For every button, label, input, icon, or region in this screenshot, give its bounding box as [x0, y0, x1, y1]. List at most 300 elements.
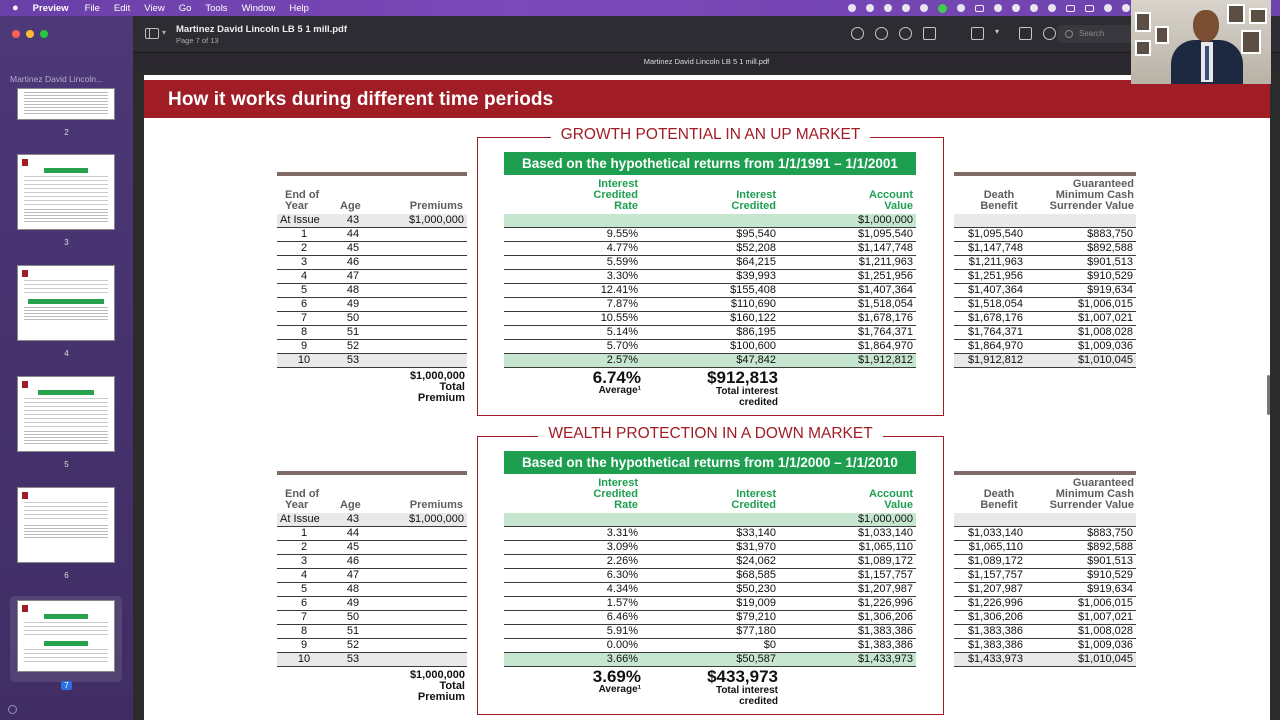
cell-death-benefit: $1,207,987: [954, 583, 1026, 597]
thumbnail-number: 3: [64, 238, 69, 247]
minimize-window-icon[interactable]: [26, 30, 34, 38]
cell-premium: [375, 298, 467, 312]
table-row: [504, 298, 916, 312]
header-end-of-year: End of Year: [285, 189, 320, 212]
cell-rate: [504, 513, 641, 527]
cell-gmcsv: $901,513: [1026, 555, 1136, 569]
table-row: [277, 326, 467, 340]
thumbnail-number: 2: [64, 128, 69, 137]
cell-account-value: $1,147,748: [779, 242, 916, 256]
cell-premium: $1,000,000: [375, 513, 467, 527]
divider-bar: [277, 172, 467, 176]
apple-menu-icon[interactable]: ●: [12, 2, 19, 14]
spacer: [947, 27, 960, 40]
cell-account-value: $1,383,386: [779, 639, 916, 653]
cell-year: 4: [277, 569, 331, 583]
cell-death-benefit: $1,864,970: [954, 340, 1026, 354]
cell-account-value: $1,764,371: [779, 326, 916, 340]
cell-year: 7: [277, 312, 331, 326]
cell-age: 48: [331, 284, 375, 298]
cell-premium: [375, 569, 467, 583]
cell-age: 44: [331, 527, 375, 541]
cell-death-benefit: [954, 513, 1026, 527]
cell-death-benefit: $1,089,172: [954, 555, 1026, 569]
header-interest-rate: Interest Credited Rate: [593, 178, 638, 212]
status-messages-icon[interactable]: [938, 4, 947, 13]
cell-account-value: $1,383,386: [779, 625, 916, 639]
page-title: How it works during different time periods: [168, 89, 554, 110]
cell-premium: [375, 653, 467, 667]
cell-death-benefit: [954, 214, 1026, 228]
section-up-market: [144, 126, 1270, 421]
pdf-page: [144, 75, 1270, 720]
cell-gmcsv: $910,529: [1026, 270, 1136, 284]
status-play-icon[interactable]: [957, 4, 965, 12]
document-header-strip: Martinez David Lincoln LB 5 1 mill.pdf: [133, 53, 1280, 70]
cell-age: 46: [331, 555, 375, 569]
cell-rate: 7.87%: [504, 298, 641, 312]
cell-age: 46: [331, 256, 375, 270]
table-row: [954, 298, 1136, 312]
table-row: [277, 513, 467, 527]
cell-rate: 3.09%: [504, 541, 641, 555]
cell-rate: 1.57%: [504, 597, 641, 611]
cell-age: 53: [331, 354, 375, 368]
section-title: WEALTH PROTECTION IN A DOWN MARKET: [477, 425, 944, 443]
toolbar-icons: [851, 27, 1056, 40]
table-row: [277, 298, 467, 312]
thumbnail-number: 6: [64, 571, 69, 580]
cell-death-benefit: $1,433,973: [954, 653, 1026, 667]
annotate-icon[interactable]: [1043, 27, 1056, 40]
cell-premium: [375, 354, 467, 368]
menu-app-name[interactable]: Preview: [32, 2, 69, 14]
cell-age: 49: [331, 298, 375, 312]
divider-bar: [954, 471, 1136, 475]
cell-gmcsv: $1,006,015: [1026, 298, 1136, 312]
cell-premium: [375, 270, 467, 284]
page-header-bar: [144, 80, 1270, 118]
divider-bar: [954, 172, 1136, 176]
status-circle-icon[interactable]: [1048, 4, 1056, 12]
cell-gmcsv: $883,750: [1026, 228, 1136, 242]
cell-age: 53: [331, 653, 375, 667]
cell-credited: $31,970: [641, 541, 779, 555]
cell-gmcsv: $901,513: [1026, 256, 1136, 270]
cell-death-benefit: $1,678,176: [954, 312, 1026, 326]
table-row: [954, 541, 1136, 555]
cell-year: 6: [277, 298, 331, 312]
cell-rate: 0.00%: [504, 639, 641, 653]
thumbnail-number-selected: 7: [0, 681, 133, 690]
sidebar-toggle-icon[interactable]: [145, 28, 159, 39]
cell-premium: [375, 527, 467, 541]
cell-rate: 5.91%: [504, 625, 641, 639]
chevron-down-icon[interactable]: ▾: [162, 28, 167, 37]
table-row: [504, 513, 916, 527]
menu-help[interactable]: Help: [289, 2, 309, 14]
table-row: [277, 256, 467, 270]
table-row: [504, 228, 916, 242]
table-row: [277, 354, 467, 368]
document-view[interactable]: [133, 70, 1280, 720]
average-rate: 6.74% Average¹: [592, 368, 641, 396]
cell-rate: 5.14%: [504, 326, 641, 340]
header-interest-credited: Interest Credited: [731, 189, 776, 212]
cell-age: 47: [331, 270, 375, 284]
cell-rate: 6.30%: [504, 569, 641, 583]
status-gear-icon[interactable]: [866, 4, 874, 12]
header-premiums: Premiums: [409, 499, 463, 511]
menu-file[interactable]: File: [84, 2, 100, 14]
menu-view[interactable]: View: [144, 2, 165, 14]
thumbnail-page-3[interactable]: [17, 154, 115, 230]
cell-year: 6: [277, 597, 331, 611]
menu-edit[interactable]: Edit: [113, 2, 131, 14]
document-title: Martinez David Lincoln LB 5 1 mill.pdf: [176, 24, 348, 35]
cell-gmcsv: $919,634: [1026, 284, 1136, 298]
cell-premium: [375, 541, 467, 555]
table-row: [954, 583, 1136, 597]
info-icon[interactable]: [851, 27, 864, 40]
table-row: [504, 270, 916, 284]
thumbnail-sidebar: [0, 16, 133, 720]
total-premium: $1,000,000 Total Premium: [409, 669, 465, 703]
cell-rate: 9.55%: [504, 228, 641, 242]
cell-age: 44: [331, 228, 375, 242]
cell-age: 43: [331, 513, 375, 527]
table-row: [504, 555, 916, 569]
cell-gmcsv: $892,588: [1026, 541, 1136, 555]
cell-credited: $52,208: [641, 242, 779, 256]
cell-year: 3: [277, 256, 331, 270]
cell-credited: $155,408: [641, 284, 779, 298]
table-row: [277, 284, 467, 298]
table-row: [277, 527, 467, 541]
menu-go[interactable]: Go: [178, 2, 192, 14]
cell-gmcsv: $1,008,028: [1026, 625, 1136, 639]
header-gmcsv: Guaranteed Minimum Cash Surrender Value: [1049, 477, 1134, 511]
cell-year: 8: [277, 625, 331, 639]
table-row: [954, 611, 1136, 625]
table-row: [504, 625, 916, 639]
table-row: [954, 270, 1136, 284]
table-row: [504, 256, 916, 270]
fullscreen-window-icon[interactable]: [40, 30, 48, 38]
cell-rate: 5.70%: [504, 340, 641, 354]
cell-death-benefit: $1,226,996: [954, 597, 1026, 611]
table-row: [277, 541, 467, 555]
cell-death-benefit: $1,306,206: [954, 611, 1026, 625]
table-row: [954, 639, 1136, 653]
cell-death-benefit: $1,157,757: [954, 569, 1026, 583]
cell-rate: [504, 214, 641, 228]
spotlight-search-icon[interactable]: [1122, 4, 1130, 12]
cell-premium: [375, 242, 467, 256]
cell-gmcsv: [1026, 214, 1136, 228]
close-window-icon[interactable]: [12, 30, 20, 38]
cell-account-value: $1,251,956: [779, 270, 916, 284]
chevron-down-icon[interactable]: ▾: [995, 27, 1000, 36]
cell-gmcsv: $919,634: [1026, 583, 1136, 597]
table-row: [277, 555, 467, 569]
table-row: [504, 214, 916, 228]
cell-account-value: $1,518,054: [779, 298, 916, 312]
cell-year: 8: [277, 326, 331, 340]
table-row: [504, 354, 916, 368]
cell-account-value: $1,912,812: [779, 354, 916, 368]
table-row: [954, 284, 1136, 298]
table-row: [277, 611, 467, 625]
cell-premium: [375, 625, 467, 639]
table-row: [277, 214, 467, 228]
bluetooth-icon[interactable]: [1012, 4, 1020, 12]
status-link-icon[interactable]: [920, 4, 928, 12]
cell-credited: $68,585: [641, 569, 779, 583]
table-row: [954, 228, 1136, 242]
table-row: [504, 284, 916, 298]
status-cloud-icon[interactable]: [884, 4, 892, 12]
cell-year: 10: [277, 354, 331, 368]
returns-banner: Based on the hypothetical returns from 1/1/1991 – 1/1/2001: [504, 152, 916, 175]
cell-credited: $79,210: [641, 611, 779, 625]
cell-death-benefit: $1,407,364: [954, 284, 1026, 298]
cell-rate: 2.26%: [504, 555, 641, 569]
cell-premium: [375, 312, 467, 326]
cell-age: 52: [331, 639, 375, 653]
thumbnail-page-5[interactable]: [17, 376, 115, 452]
search-input[interactable]: Search: [1057, 25, 1147, 43]
cell-age: 49: [331, 597, 375, 611]
header-interest-rate: Interest Credited Rate: [593, 477, 638, 511]
header-death-benefit: Death Benefit: [980, 488, 1018, 511]
zoom-in-icon[interactable]: [899, 27, 912, 40]
cell-gmcsv: $883,750: [1026, 527, 1136, 541]
cell-premium: [375, 555, 467, 569]
sidebar-doc-title: Martinez David Lincoln...: [10, 74, 104, 84]
section-title: GROWTH POTENTIAL IN AN UP MARKET: [477, 126, 944, 144]
table-row: [504, 242, 916, 256]
cell-death-benefit: $1,033,140: [954, 527, 1026, 541]
table-row: [954, 214, 1136, 228]
cell-rate: 12.41%: [504, 284, 641, 298]
status-airplay-icon[interactable]: [994, 4, 1002, 12]
table-interest-account: [504, 214, 916, 368]
cell-gmcsv: $910,529: [1026, 569, 1136, 583]
total-interest-credited: $912,813 Total interest credited: [707, 368, 778, 408]
table-row: [504, 611, 916, 625]
table-death-benefit-gmcsv: [954, 513, 1136, 667]
cell-rate: 10.55%: [504, 312, 641, 326]
cell-death-benefit: $1,251,956: [954, 270, 1026, 284]
menu-window[interactable]: Window: [241, 2, 276, 14]
cell-year: 1: [277, 228, 331, 242]
cell-age: 48: [331, 583, 375, 597]
cell-account-value: $1,095,540: [779, 228, 916, 242]
table-row: [504, 326, 916, 340]
thumbnail-page-2[interactable]: [17, 88, 115, 120]
status-extension-icon[interactable]: [848, 4, 856, 12]
table-row: [277, 569, 467, 583]
status-screen-icon[interactable]: [975, 5, 984, 12]
cell-rate: 4.77%: [504, 242, 641, 256]
thumbnail-number: 4: [64, 349, 69, 358]
cell-age: 50: [331, 611, 375, 625]
table-row: [504, 597, 916, 611]
thumbnail-page-4[interactable]: [17, 265, 115, 341]
cell-year: 1: [277, 527, 331, 541]
table-row: [954, 625, 1136, 639]
cell-credited: $47,842: [641, 354, 779, 368]
total-premium: $1,000,000 Total Premium: [409, 370, 465, 404]
cell-year: 5: [277, 583, 331, 597]
table-year-age-premium: [277, 513, 467, 667]
cell-premium: [375, 639, 467, 653]
cell-death-benefit: $1,147,748: [954, 242, 1026, 256]
cell-credited: $19,009: [641, 597, 779, 611]
cell-credited: $160,122: [641, 312, 779, 326]
cell-death-benefit: $1,383,386: [954, 639, 1026, 653]
cell-premium: [375, 583, 467, 597]
zoom-out-icon[interactable]: [875, 27, 888, 40]
table-row: [504, 639, 916, 653]
table-row: [504, 541, 916, 555]
cell-rate: 3.31%: [504, 527, 641, 541]
cell-gmcsv: $1,010,045: [1026, 653, 1136, 667]
cell-year: 10: [277, 653, 331, 667]
status-keyboard-icon[interactable]: [1066, 5, 1075, 12]
cell-death-benefit: $1,095,540: [954, 228, 1026, 242]
cell-death-benefit: $1,518,054: [954, 298, 1026, 312]
cell-account-value: $1,157,757: [779, 569, 916, 583]
cell-account-value: $1,000,000: [779, 214, 916, 228]
scrollbar[interactable]: [1267, 375, 1270, 415]
wifi-icon[interactable]: [1104, 4, 1112, 12]
cell-account-value: $1,211,963: [779, 256, 916, 270]
cell-year: 9: [277, 340, 331, 354]
cell-credited: $64,215: [641, 256, 779, 270]
table-row: [954, 256, 1136, 270]
cell-account-value: $1,207,987: [779, 583, 916, 597]
cell-rate: 3.66%: [504, 653, 641, 667]
cell-rate: 6.46%: [504, 611, 641, 625]
table-row: [277, 270, 467, 284]
cell-account-value: $1,033,140: [779, 527, 916, 541]
cell-credited: $0: [641, 639, 779, 653]
cell-death-benefit: $1,912,812: [954, 354, 1026, 368]
table-row: [504, 583, 916, 597]
thumbnail-page-7[interactable]: [17, 600, 115, 672]
cell-gmcsv: [1026, 513, 1136, 527]
cell-credited: $24,062: [641, 555, 779, 569]
cell-credited: $50,587: [641, 653, 779, 667]
table-row: [277, 639, 467, 653]
battery-icon[interactable]: [1085, 5, 1094, 12]
cell-death-benefit: $1,383,386: [954, 625, 1026, 639]
cell-gmcsv: $1,009,036: [1026, 639, 1136, 653]
cell-age: 43: [331, 214, 375, 228]
returns-banner: Based on the hypothetical returns from 1/1/2000 – 1/1/2010: [504, 451, 916, 474]
cell-gmcsv: $1,007,021: [1026, 312, 1136, 326]
cell-credited: [641, 513, 779, 527]
sidebar-add-icon[interactable]: [8, 705, 17, 714]
thumbnail-page-6[interactable]: [17, 487, 115, 563]
cell-age: 52: [331, 340, 375, 354]
table-row: [277, 228, 467, 242]
rotate-icon[interactable]: [1019, 27, 1032, 40]
cell-premium: [375, 228, 467, 242]
table-row: [954, 597, 1136, 611]
cell-premium: [375, 326, 467, 340]
header-gmcsv: Guaranteed Minimum Cash Surrender Value: [1049, 178, 1134, 212]
header-interest-credited: Interest Credited: [731, 488, 776, 511]
cell-age: 51: [331, 326, 375, 340]
table-row: [504, 527, 916, 541]
header-account-value: Account Value: [869, 189, 913, 212]
header-end-of-year: End of Year: [285, 488, 320, 511]
cell-age: 45: [331, 541, 375, 555]
cell-age: 45: [331, 242, 375, 256]
cell-year: 7: [277, 611, 331, 625]
cell-credited: $50,230: [641, 583, 779, 597]
table-row: [504, 340, 916, 354]
cell-credited: $77,180: [641, 625, 779, 639]
header-age: Age: [340, 499, 361, 511]
cell-death-benefit: $1,211,963: [954, 256, 1026, 270]
cell-credited: $100,600: [641, 340, 779, 354]
webcam-overlay: [1131, 0, 1271, 84]
cell-year: At Issue: [277, 513, 331, 527]
cell-credited: $95,540: [641, 228, 779, 242]
cell-account-value: $1,000,000: [779, 513, 916, 527]
cell-year: 5: [277, 284, 331, 298]
table-row: [504, 569, 916, 583]
cell-credited: $110,690: [641, 298, 779, 312]
table-row: [277, 242, 467, 256]
page-info: Page 7 of 13: [176, 36, 219, 45]
status-app-icon[interactable]: [902, 4, 910, 12]
cell-premium: [375, 284, 467, 298]
window-controls: [12, 30, 48, 38]
average-rate: 3.69% Average¹: [592, 667, 641, 695]
cell-account-value: $1,089,172: [779, 555, 916, 569]
cell-account-value: $1,407,364: [779, 284, 916, 298]
thumbnail-number: 5: [64, 460, 69, 469]
cell-credited: [641, 214, 779, 228]
cell-credited: $33,140: [641, 527, 779, 541]
cell-rate: 4.34%: [504, 583, 641, 597]
cell-gmcsv: $1,006,015: [1026, 597, 1136, 611]
cell-year: 4: [277, 270, 331, 284]
table-row: [954, 312, 1136, 326]
menu-bar: [0, 0, 1280, 16]
cell-rate: 2.57%: [504, 354, 641, 368]
table-row: [954, 527, 1136, 541]
volume-icon[interactable]: [1030, 4, 1038, 12]
markup-pen-icon[interactable]: [971, 27, 984, 40]
cell-credited: $86,195: [641, 326, 779, 340]
table-row: [277, 312, 467, 326]
table-death-benefit-gmcsv: [954, 214, 1136, 368]
table-row: [277, 583, 467, 597]
share-icon[interactable]: [923, 27, 936, 40]
cell-rate: 3.30%: [504, 270, 641, 284]
cell-year: 9: [277, 639, 331, 653]
cell-gmcsv: $1,009,036: [1026, 340, 1136, 354]
toolbar: [133, 16, 1280, 53]
menu-tools[interactable]: Tools: [205, 2, 228, 14]
cell-gmcsv: $1,007,021: [1026, 611, 1136, 625]
